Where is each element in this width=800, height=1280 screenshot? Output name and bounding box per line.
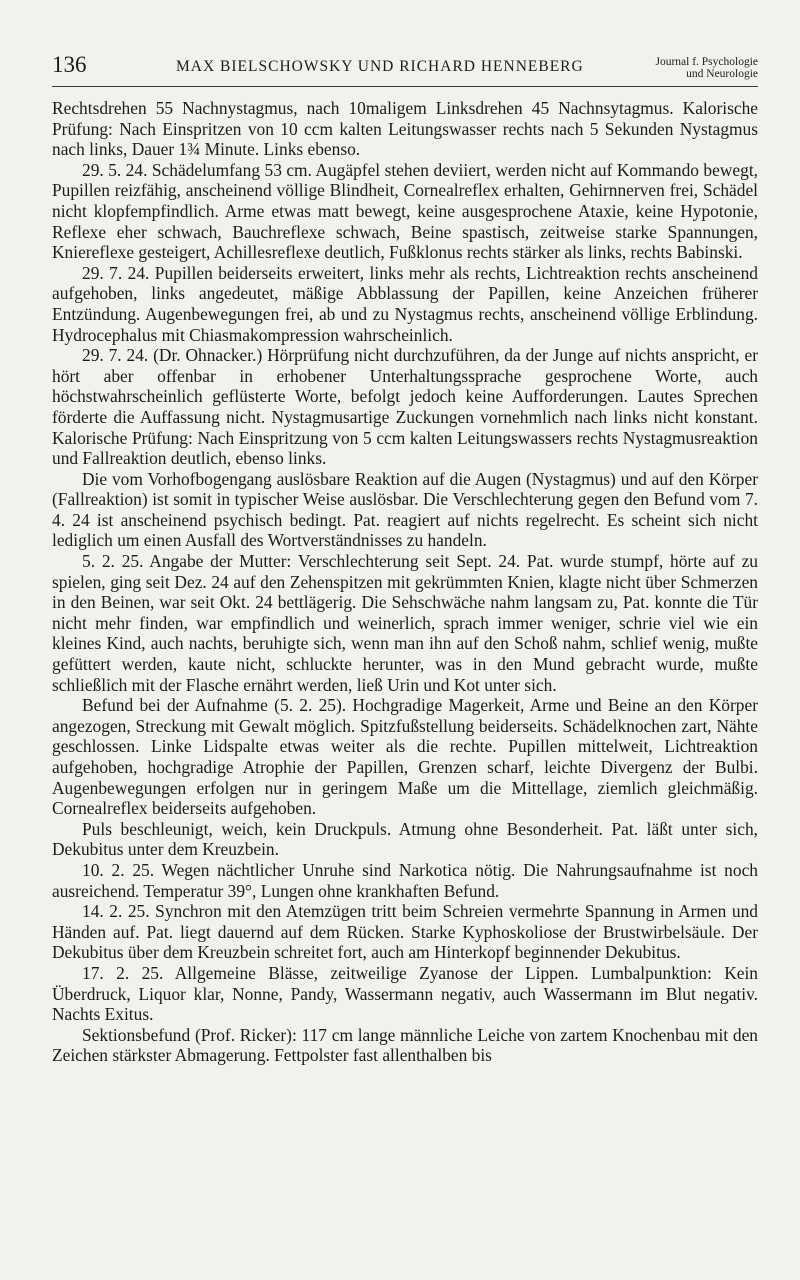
header-authors: MAX BIELSCHOWSKY UND RICHARD HENNEBERG bbox=[176, 58, 584, 75]
paragraph-continued: Rechtsdrehen 55 Nachnystagmus, nach 10maligem Linksdrehen 45 Nachnsytagmus. Kalorische Prüfung: Nach Einspritzen von 10 ccm kalten Leitungswasser rechts nach 5 Sekunden Nystagmus nach links, Dauer 1¾ Minute. Links ebenso. bbox=[52, 98, 758, 160]
journal-line-2: und Neurologie bbox=[686, 68, 758, 80]
paragraph-puls: Puls beschleunigt, weich, kein Druckpuls. Atmung ohne Besonderheit. Pat. läßt unter sich, Dekubitus unter dem Kreuzbein. bbox=[52, 818, 758, 860]
page-number: 136 bbox=[52, 52, 87, 77]
paragraph-ohnacker: 29. 7. 24. (Dr. Ohnacker.) Hörprüfung nicht durchzuführen, da der Junge auf nichts anspricht, er hört aber offenbar in erhobener Unterhaltungssprache gesprochene Worte, auch höchstwahrscheinlich geflüsterte Worte, befolgt jedoch keine Aufforderungen. Lautes Sprechen förderte die Auffassung nicht. Nystagmusartige Zuckungen vornehmlich nach links nicht konstant. Kalorische Prüfung: Nach Einspritzung von 5 ccm kalten Leitungswassers rechts Nystagmusreaktion und Fallreaktion deutlich, ebenso links. bbox=[52, 345, 758, 469]
paragraph-14-2-25: 14. 2. 25. Synchron mit den Atemzügen tritt beim Schreien vermehrte Spannung in Armen und Händen auf. Pat. liegt dauernd auf dem Rücken. Starke Kyphoskoliose der Brustwirbelsäule. Der Dekubitus über dem Kreuzbein schreitet fort, auch am Hinterkopf beginnender Dekubitus. bbox=[52, 901, 758, 963]
paragraph-sektionsbefund: Sektionsbefund (Prof. Ricker): 117 cm lange männliche Leiche von zartem Knochenbau mit den Zeichen stärkster Abmagerung. Fettpolster fast allenthalben bis bbox=[52, 1024, 758, 1066]
journal-line-1: Journal f. Psychologie bbox=[655, 56, 758, 68]
paragraph-5-2-25: 5. 2. 25. Angabe der Mutter: Verschlechterung seit Sept. 24. Pat. wurde stumpf, hörte auf zu spielen, ging seit Dez. 24 auf den Zehenspitzen mit gekrümmten Knien, klagte nicht über Schmerzen in den Beinen, war seit Okt. 24 bettlägerig. Die Sehschwäche nahm langsam zu, Pat. konnte die Tür nicht mehr finden, war empfindlich und weinerlich, sprach immer weniger, schrie viel wie ein kleines Kind, auch nachts, beruhigte sich, wenn man ihn auf den Schoß nahm, schlief wenig, mußte gefüttert werden, kaute nicht, schluckte herunter, was in den Mund gebracht wurde, mußte schließlich mit der Flasche ernährt werden, ließ Urin und Kot unter sich. bbox=[52, 551, 758, 695]
journal-name bbox=[655, 56, 758, 80]
paragraph-17-2-25: 17. 2. 25. Allgemeine Blässe, zeitweilige Zyanose der Lippen. Lumbalpunktion: Kein Überdruck, Liquor klar, Nonne, Pandy, Wassermann negativ, auch Wassermann im Blut negativ. Nachts Exitus. bbox=[52, 962, 758, 1025]
paragraph-29-5-24: 29. 5. 24. Schädelumfang 53 cm. Augäpfel stehen deviiert, werden nicht auf Kommando bewegt, Pupillen reizfähig, anscheinend völlige Blindheit, Cornealreflex erhalten, Gehirnnerven frei, Schädel nicht klopfempfindlich. Arme etwas matt bewegt, keine ausgesprochene Ataxie, keine Hypotonie, Reflexe eher schwach, Bauchreflexe schwach, Beine spastisch, zeitweise starke Spannungen, Kniereflexe gesteigert, Achillesreflexe deutlich, Fußklonus rechts stärker als links, rechts Babinski. bbox=[52, 159, 758, 263]
paragraph-10-2-25: 10. 2. 25. Wegen nächtlicher Unruhe sind Narkotica nötig. Die Nahrungsaufnahme ist noch ausreichend. Temperatur 39°, Lungen ohne krankhaften Befund. bbox=[52, 859, 758, 901]
paragraph-29-7-24: 29. 7. 24. Pupillen beiderseits erweitert, links mehr als rechts, Lichtreaktion rechts anscheinend aufgehoben, links angedeutet, mäßige Abblassung der Papillen, keine Anzeichen früherer Entzündung. Augenbewegungen frei, ab und zu Nystagmus rechts, anscheinend völlige Erblindung. Hydrocephalus mit Chiasmakompression wahrscheinlich. bbox=[52, 262, 758, 345]
running-header bbox=[52, 52, 758, 87]
paragraph-vorhofbogengang: Die vom Vorhofbogengang auslösbare Reaktion auf die Augen (Nystagmus) und auf den Körper (Fallreaktion) ist somit in typischer Weise auslösbar. Die Verschlechterung gegen den Befund vom 7. 4. 24 ist anscheinend psychisch bedingt. Pat. reagiert auf nichts regelrecht. Es scheint sich nicht lediglich um einen Ausfall des Wortverständnisses zu handeln. bbox=[52, 468, 758, 551]
body-text bbox=[52, 98, 758, 1066]
paragraph-befund-aufnahme: Befund bei der Aufnahme (5. 2. 25). Hochgradige Magerkeit, Arme und Beine an den Körper angezogen, Streckung mit Gewalt möglich. Spitzfußstellung beiderseits. Schädelknochen zart, Nähte geschlossen. Linke Lidspalte etwas weiter als die rechte. Pupillen mittelweit, Lichtreaktion aufgehoben, hochgradige Atrophie der Papillen, Grenzen scharf, leichte Divergenz der Bulbi. Augenbewegungen erfolgen nur in geringem Maße um die Mittellage, ziemlich gleichmäßig. Cornealreflex beiderseits aufgehoben. bbox=[52, 695, 758, 819]
